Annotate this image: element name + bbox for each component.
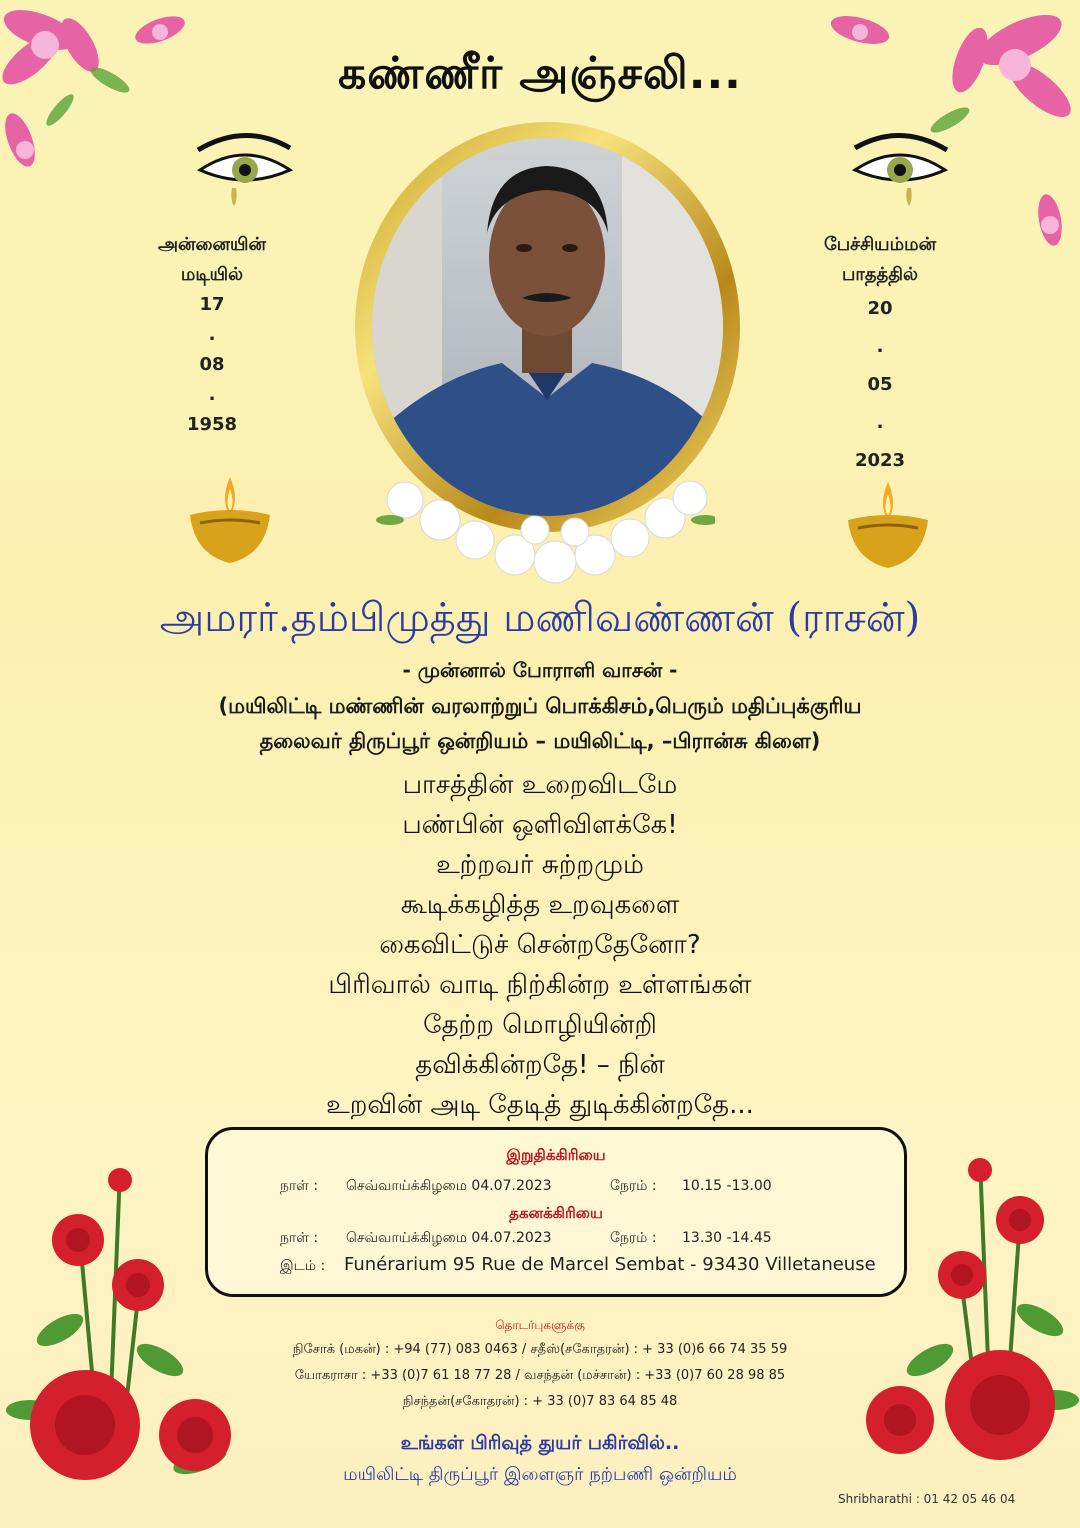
contact-line-1: நிசோக் (மகன்) : +94 (77) 083 0463 / சதீஸ்(சகோதரன்) : + 33 (0)6 66 74 35 59 [292,1342,788,1357]
time-label: நேரம் : [610,1230,657,1246]
rite1-time: 10.15 -13.00 [682,1178,772,1194]
oil-lamp-left-icon [185,475,275,570]
rite-heading-1: இறுதிக்கிரியை [506,1146,606,1164]
birth-date-block [112,230,312,440]
time-label: நேரம் : [610,1178,657,1194]
teary-eye-right-icon [845,128,955,208]
date-label: நாள் : [280,1178,319,1194]
poem-line: உறவின் அடி தேடித் துடிக்கின்றதே... [326,1090,754,1120]
death-day: 20 [867,298,893,319]
poem-line: தவிக்கின்றதே! – நின் [415,1050,665,1080]
teary-eye-left-icon [190,128,300,208]
rite-heading-2: தகனக்கிரியை [509,1204,603,1222]
description-line-1: (மயிலிட்டி மண்ணின் வரலாற்றுப் பொக்கிசம்,பெரும் மதிப்புக்குரிய [218,694,862,718]
birth-month: 08 [199,354,225,375]
rite2-time: 13.30 -14.45 [682,1230,772,1246]
death-date-block [780,230,980,480]
contact-line-3: நிசந்தன்(சகோதரன்) : + 33 (0)7 83 64 85 48 [402,1394,678,1409]
poem-line: பாசத்தின் உறைவிடமே [402,770,678,800]
ceremony-info-box [205,1127,907,1297]
poem-line: பிரிவால் வாடி நிற்கின்ற உள்ளங்கள் [328,970,752,1000]
date-dot: . [876,336,884,357]
subtitle: - முன்னால் போராளி வாசன் - [402,658,678,682]
birth-label-1: அன்னையின் [158,234,266,255]
organization-name: மயிலிட்டி திருப்பூர் இளைஞர் நற்பணி ஒன்றியம் [343,1464,737,1485]
date-dot: . [876,412,884,433]
oil-lamp-right-icon [843,480,933,575]
birth-year: 1958 [186,414,238,435]
poem-line: தேற்ற மொழியின்றி [423,1010,657,1040]
date-label: நாள் : [280,1230,319,1246]
poem-line: பண்பின் ஒளிவிளக்கே! [402,810,678,840]
description-line-2: தலைவர் திருப்பூர் ஒன்றியம் – மயிலிட்டி, –பிரான்சு கிளை) [259,729,821,753]
death-label-2: பாதத்தில் [842,264,918,285]
page-title: கண்ணீர் அஞ்சலி... [338,48,742,99]
poem-line: கைவிட்டுச் சென்றதேனோ? [379,930,701,960]
rite1-date: செவ்வாய்க்கிழமை 04.07.2023 [346,1178,552,1194]
condolence-line: உங்கள் பிரிவுத் துயர் பகிர்வில்.. [400,1432,680,1454]
birth-day: 17 [199,294,225,315]
birth-label-2: மடியில் [180,264,244,285]
date-dot: . [208,324,216,345]
contact-line-2: யோகராசா : +33 (0)7 61 18 77 28 / வசந்தன் (மச்சான்) : +33 (0)7 60 28 98 85 [294,1368,786,1383]
place-label: இடம் : [280,1258,326,1274]
date-dot: . [208,384,216,405]
deceased-name: அமரர்.தம்பிமுத்து மணிவண்ணன் (ராசன்) [159,595,921,641]
rite2-date: செவ்வாய்க்கிழமை 04.07.2023 [346,1230,552,1246]
death-label-1: பேச்சியம்மன் [823,234,937,255]
death-month: 05 [867,374,893,395]
poem-line: கூடிக்கழித்த உறவுகளை [400,890,680,920]
jasmine-garland [375,470,715,590]
poem [0,765,1080,1125]
contacts-heading: தொடர்புகளுக்கு [495,1318,585,1332]
death-year: 2023 [854,450,906,471]
place-address: Funérarium 95 Rue de Marcel Sembat - 93430 Villetaneuse [344,1254,876,1275]
designer-credit: Shribharathi : 01 42 05 46 04 [838,1492,1016,1506]
poem-line: உற்றவர் சுற்றமும் [436,850,644,880]
portrait-photo [372,138,723,516]
